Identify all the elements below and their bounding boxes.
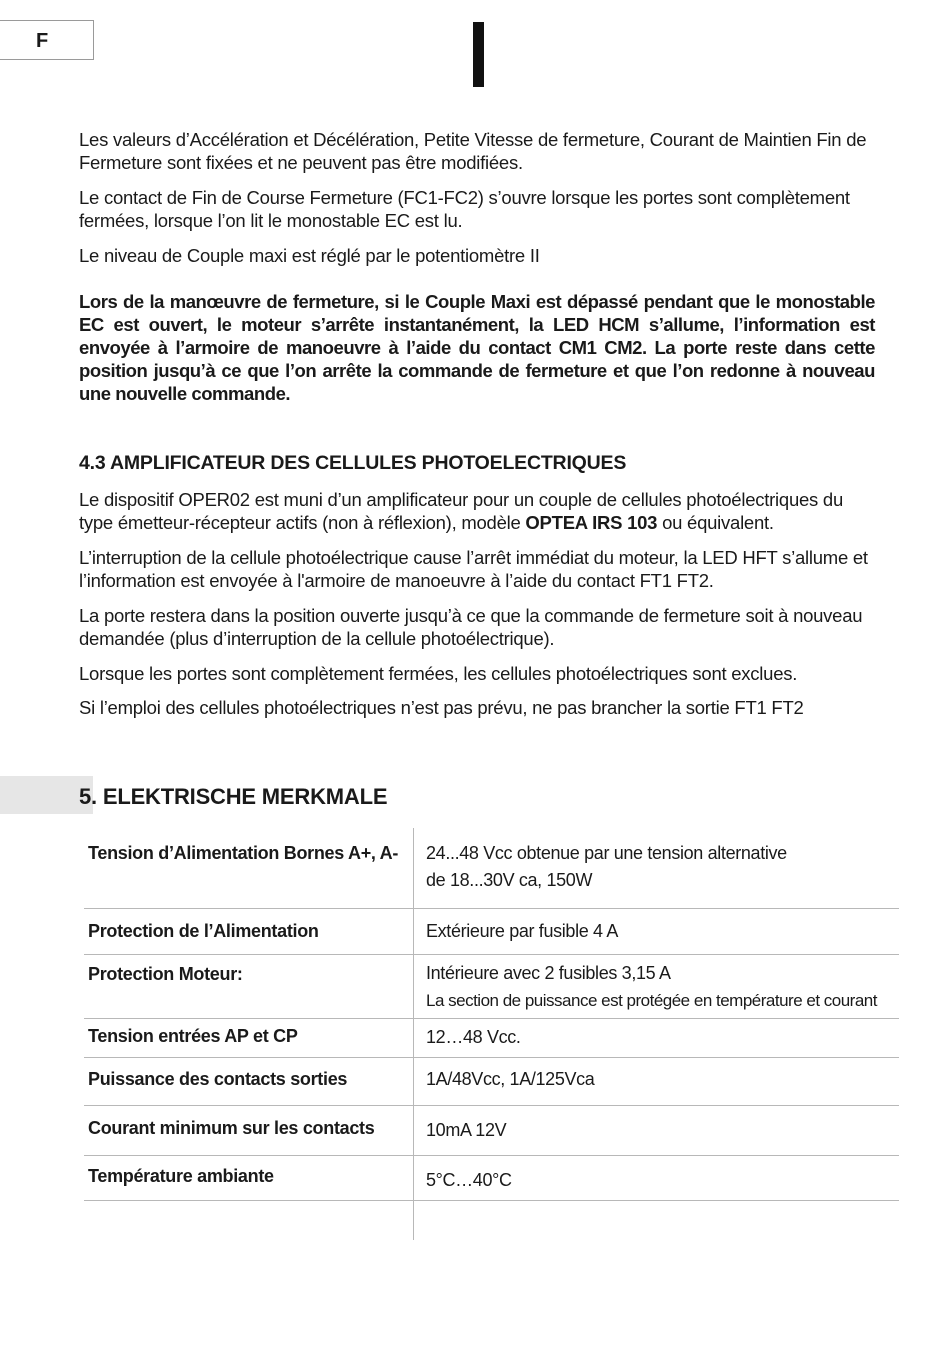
specifications-table: [84, 828, 900, 1240]
spec-value-motor-protection: [426, 960, 877, 1014]
intro-paragraph-2: Le contact de Fin de Course Fermeture (FC1-FC2) s’ouvre lorsque les portes sont complètement fermées, lorsque l’on lit le monostable EC est lu.: [79, 187, 850, 231]
row-divider: [84, 1057, 899, 1058]
section-5-title: 5. ELEKTRISCHE MERKMALE: [79, 784, 388, 809]
section-4-3-paragraph-5: Si l’emploi des cellules photoélectriques n’est pas prévu, ne pas brancher la sortie FT1 FT2: [79, 697, 804, 718]
model-name: OPTEA IRS 103: [525, 512, 658, 533]
spec-value-input-voltage: 12…48 Vcc.: [426, 1027, 521, 1047]
spec-label-supply-protection: Protection de l’Alimentation: [88, 921, 319, 941]
row-divider: [84, 908, 899, 909]
row-divider: [84, 1155, 899, 1156]
spec-label-input-voltage: Tension entrées AP et CP: [88, 1026, 298, 1046]
intro-paragraph-1: Les valeurs d’Accélération et Décélération, Petite Vitesse de fermeture, Courant de Maintien Fin de Fermeture sont fixées et ne peuvent pas être modifiées.: [79, 129, 867, 173]
row-divider: [84, 1018, 899, 1019]
column-divider: [413, 828, 414, 1240]
paragraph-text: Le dispositif OPER02 est muni d’un amplificateur pour un couple de cellules photoélectriques du type émetteur-récepteur actifs (non à réflexion), modèle: [79, 489, 843, 533]
spec-label-minimum-current: Courant minimum sur les contacts: [88, 1118, 375, 1138]
section-4-3-title: 4.3 AMPLIFICATEUR DES CELLULES PHOTOELECTRIQUES: [79, 452, 627, 474]
spec-value-line: 24...48 Vcc obtenue par une tension alternative: [426, 843, 787, 863]
row-divider: [84, 954, 899, 955]
section-4-3-paragraph-3: La porte restera dans la position ouverte jusqu’à ce que la commande de fermeture soit à nouveau demandée (plus d’interruption de la cellule photoélectrique).: [79, 605, 863, 649]
section-4-3-paragraph-4: Lorsque les portes sont complètement fermées, les cellules photoélectriques sont exclues.: [79, 663, 798, 684]
spec-label-ambient-temperature: Température ambiante: [88, 1166, 274, 1186]
spec-value-output-power: 1A/48Vcc, 1A/125Vca: [426, 1069, 595, 1089]
section-4-3-paragraph-2: L’interruption de la cellule photoélectrique cause l’arrêt immédiat du moteur, la LED HFT s’allume et l’information est envoyée à l'armoire de manoeuvre à l’aide du contact FT1 FT2.: [79, 547, 868, 591]
spec-label-motor-protection: Protection Moteur:: [88, 964, 243, 984]
spec-value-line: de 18...30V ca, 150W: [426, 870, 593, 890]
spec-label-supply-voltage: Tension d’Alimentation Bornes A+, A-: [88, 843, 399, 863]
spec-value-line: La section de puissance est protégée en température et courant: [426, 991, 877, 1010]
language-tab: F: [0, 20, 94, 60]
intro-warning-paragraph: Lors de la manœuvre de fermeture, si le Couple Maxi est dépassé pendant que le monostable EC est ouvert, le moteur s’arrête instantanément, la LED HCM s’allume, l’information est envoyée à l’armoire de manoeuvre à l’aide du contact CM1 CM2. La porte reste dans cette position jusqu’à ce que l’on arrête la commande de fermeture et que l’on redonne à nouveau une nouvelle commande.: [79, 291, 875, 404]
row-divider: [84, 1105, 899, 1106]
header-marker-bar: [473, 22, 484, 87]
spec-value-ambient-temperature: 5°C…40°C: [426, 1170, 512, 1190]
spec-value-supply-voltage: [426, 840, 787, 894]
spec-value-minimum-current: 10mA 12V: [426, 1120, 507, 1140]
spec-label-output-power: Puissance des contacts sorties: [88, 1069, 348, 1089]
row-divider: [84, 1200, 899, 1201]
spec-value-line: Intérieure avec 2 fusibles 3,15 A: [426, 963, 671, 983]
paragraph-text: ou équivalent.: [657, 512, 774, 533]
section-4-3-paragraph-1: [79, 488, 875, 534]
intro-paragraph-3: Le niveau de Couple maxi est réglé par le potentiomètre II: [79, 245, 540, 266]
spec-value-supply-protection: Extérieure par fusible 4 A: [426, 921, 619, 941]
